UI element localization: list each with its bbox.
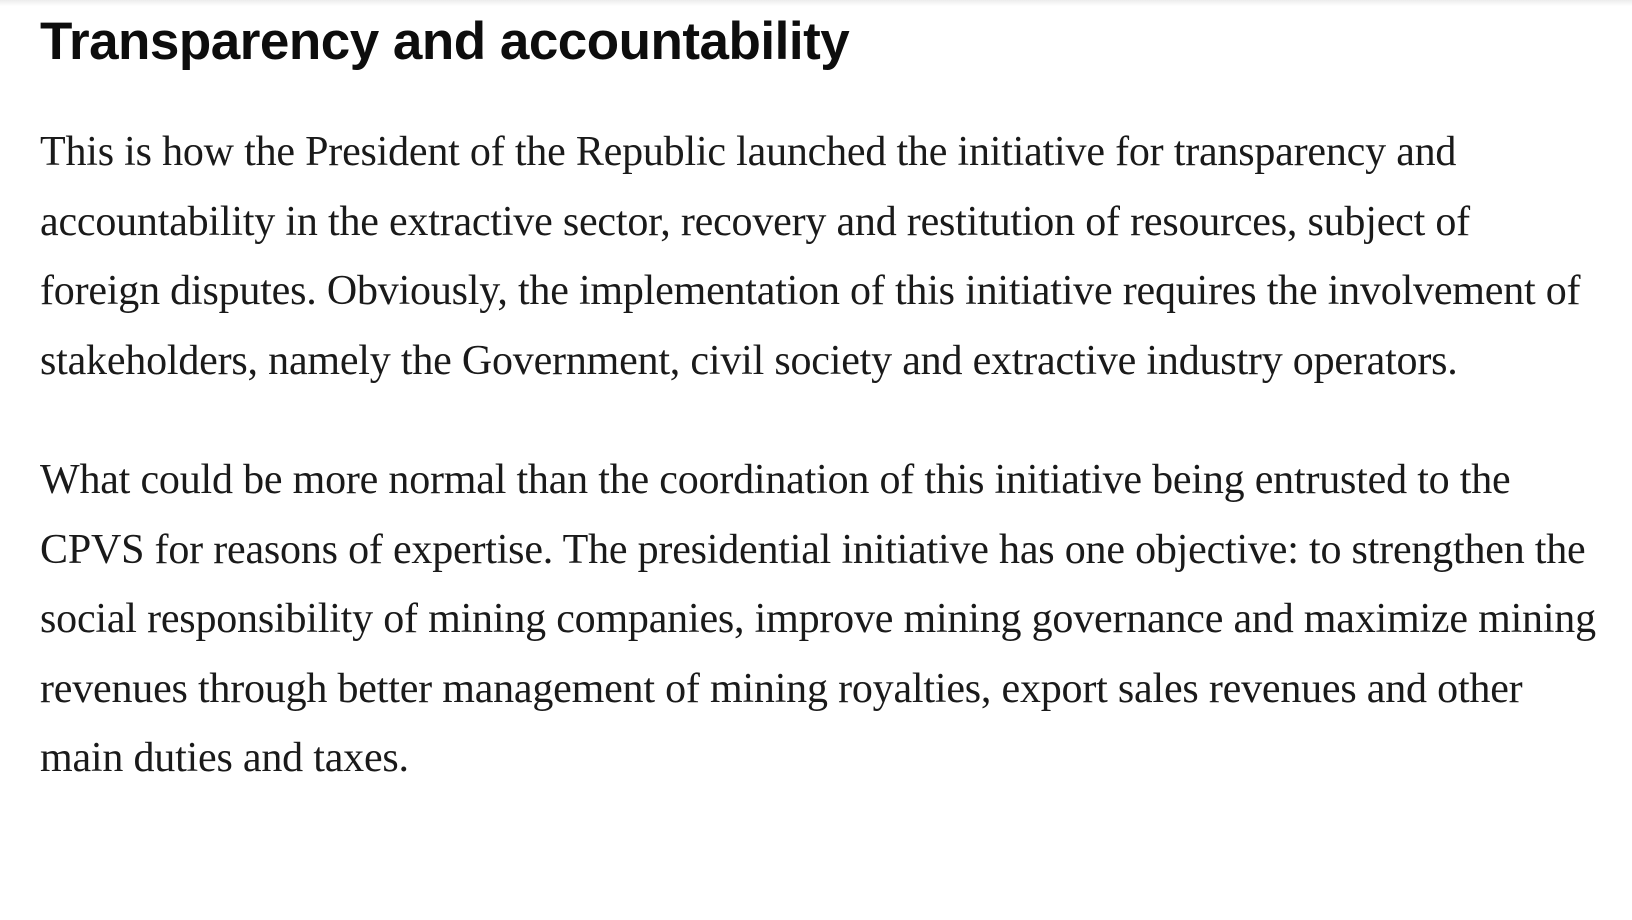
article-body [40, 0, 1600, 794]
section-heading: Transparency and accountability [40, 12, 850, 71]
paragraph-initiative-launch: This is how the President of the Republic launched the initiative for transparency and accountability in the extractive sector, recovery and restitution of resources, subject of foreign disputes. Obviously, the implementation of this initiative requires the involvement of stakeholders, namely the Government, civil society and extractive industry operators. [40, 129, 1581, 384]
paragraph-initiative-objective: What could be more normal than the coordination of this initiative being entrusted to the CPVS for reasons of expertise. The presidential initiative has one objective: to strengthen the social responsibility of mining companies, improve mining governance and maximize mining revenues through better management of mining royalties, export sales revenues and other main duties and taxes. [40, 457, 1596, 781]
